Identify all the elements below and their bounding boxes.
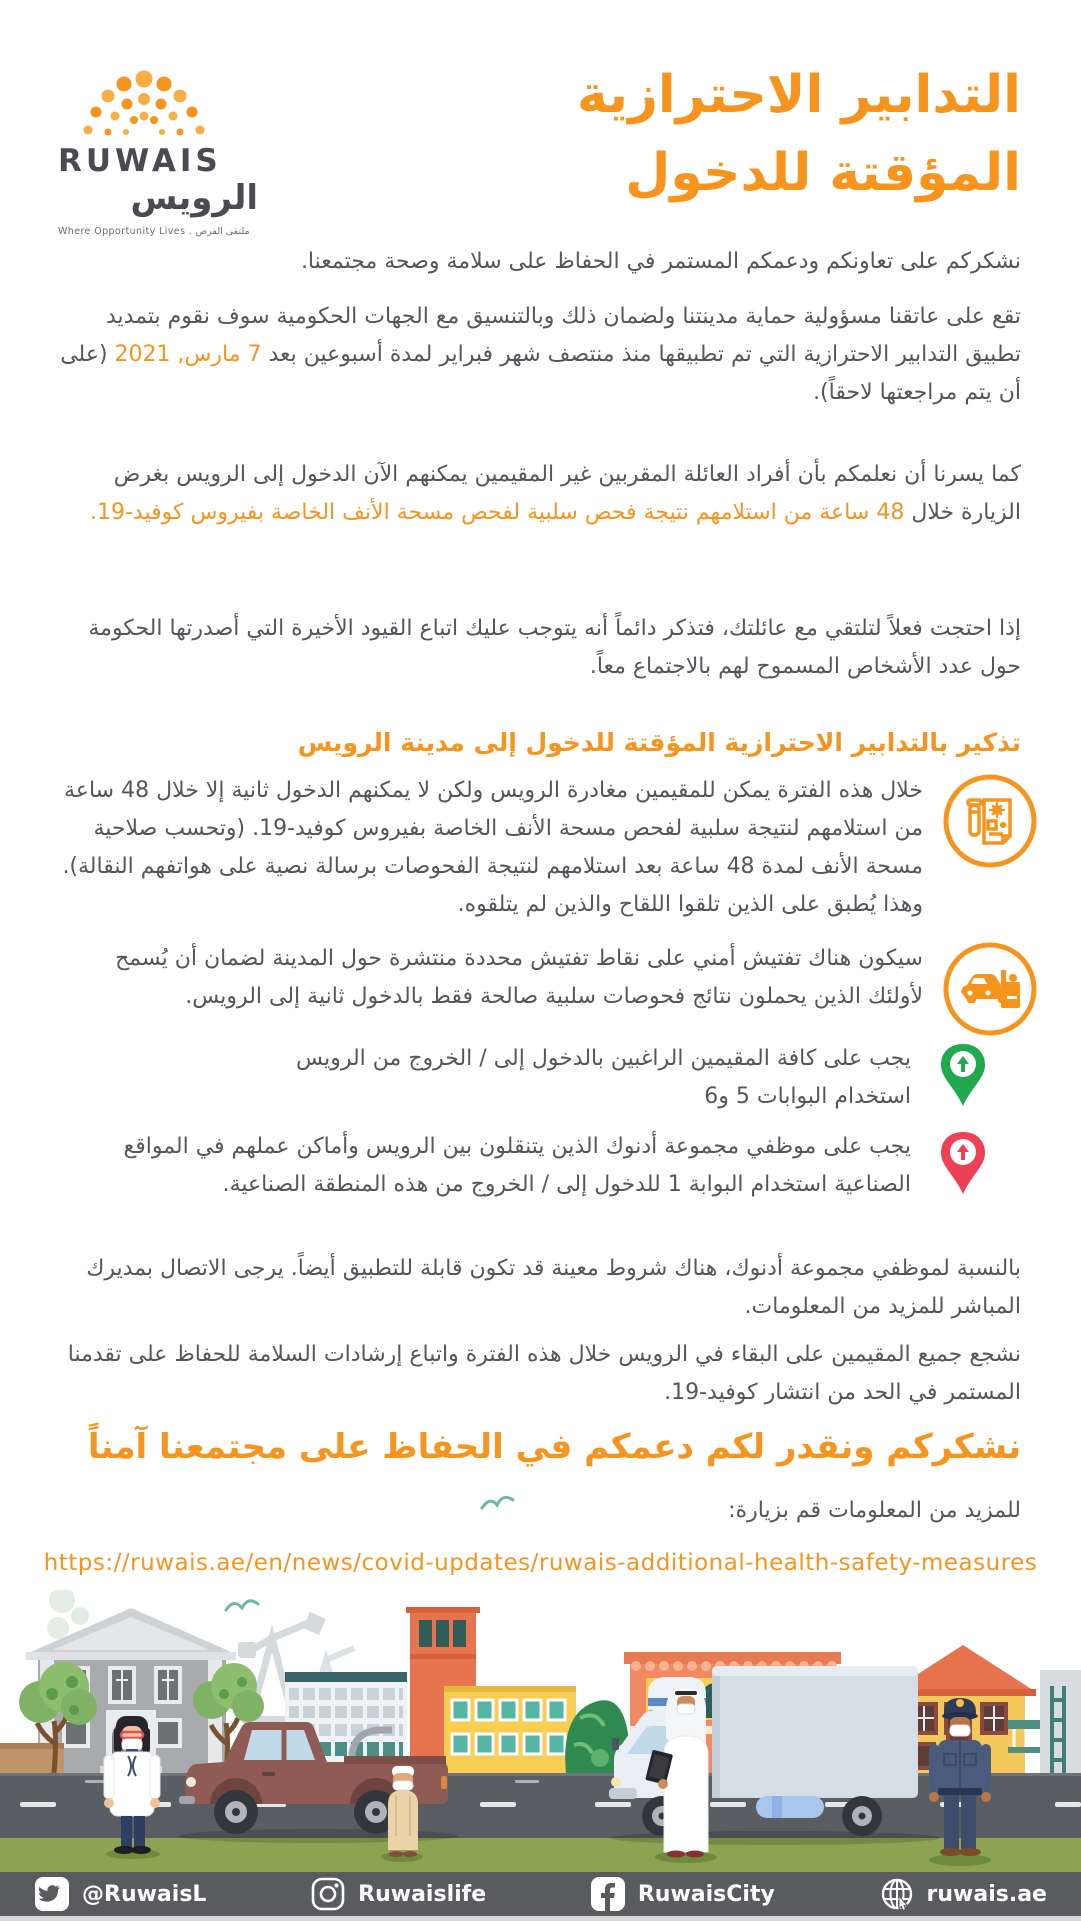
reminder-heading: تذكير بالتدابير الاحترازية المؤقتة للدخول إلى مدينة الرويس [297, 728, 1021, 757]
grass [0, 1838, 1081, 1872]
city-illustration [0, 1590, 1081, 1872]
bottom-strip [0, 1916, 1081, 1921]
paragraph-gathering-rules: إذا احتجت فعلاً لتلتقي مع عائلتك، فتذكر دائماً أنه يتوجب عليك اتباع القيود الأخيرة التي أصدرتها الحكومة حول عدد الأشخاص المسموح لهم بالاجتماع معاً. [88, 616, 1021, 679]
bullet-gates-residents [289, 1040, 989, 1116]
footer-website[interactable] [879, 1876, 1047, 1912]
logo-name-en: RUWAIS [58, 143, 222, 179]
paragraph-extension [60, 298, 1021, 412]
bullet-gate-adnoc [109, 1128, 989, 1204]
extension-text-start: تقع على عاتقنا مسؤولية حماية مدينتنا ولضمان ذلك وبالتنسيق مع الجهات الحكومية سوف نقوم بتمديد تطبيق التدابير الاحترازية التي تم تطبيقها منذ منتصف شهر فبراير لمدة أسبوعين بعد [105, 304, 1021, 367]
bullet-gates-residents-text: يجب على كافة المقيمين الراغبين بالدخول إلى / الخروج من الرويس استخدام البوابات 5 و6 [296, 1046, 911, 1109]
paragraph-stay-safe: نشجع جميع المقيمين على البقاء في الرويس خلال هذه الفترة واتباع إرشادات السلامة للحفاظ على تقدمنا المستمر في الحد من انتشار كوفيد-19. [67, 1342, 1021, 1405]
footer-instagram[interactable] [310, 1876, 486, 1912]
extension-text-end: (على أن يتم مراجعتها لاحقاً). [60, 342, 1021, 405]
instagram-icon [310, 1876, 346, 1912]
twitter-handle: @RuwaisL [82, 1881, 207, 1907]
logo-tagline: Where Opportunity Lives . ملتقى الفرص [58, 226, 250, 237]
family-text-start: كما يسرنا أن نعلمكم بأن أفراد العائلة المقربين غير المقيمين يمكنهم الآن الدخول إلى الرويس بغرض الزيارة خلال [113, 462, 1021, 525]
bullet-checkpoint-text: سيكون هناك تفتيش أمني على نقاط تفتيش محددة منتشرة حول المدينة لضمان أن يُسمح لأولئك الذين يحملون نتائج فحوصات سلبية صالحة فقط بالدخول ثانية إلى الرويس. [115, 946, 923, 1009]
road [0, 1773, 1081, 1838]
more-info-label: للمزيد من المعلومات قم بزيارة: [728, 1498, 1021, 1523]
paragraph-adnoc-conditions: بالنسبة لموظفي مجموعة أدنوك، هناك شروط معينة قد تكون قابلة للتطبيق أيضاً. يرجى الاتصال بمديرك المباشر للمزيد من المعلومات. [86, 1256, 1021, 1319]
bird-icon [478, 1494, 518, 1516]
gray-structure [1040, 1670, 1081, 1773]
website-url: ruwais.ae [926, 1881, 1047, 1907]
facebook-icon [590, 1876, 626, 1912]
checkpoint-car-icon [941, 940, 1039, 1042]
bird-icon [226, 1601, 258, 1610]
page-title [321, 56, 1021, 212]
bullet-gate-adnoc-text: يجب على موظفي مجموعة أدنوك الذين يتنقلون بين الرويس وأماكن عملهم في المواقع الصناعية استخدام البوابة 1 للدخول إلى / الخروج من هذه المنطقة الصناعية. [123, 1134, 911, 1197]
facebook-handle: RuwaisCity [637, 1881, 775, 1907]
bullet-covid-test [60, 772, 1039, 924]
green-pin-icon [935, 1040, 989, 1112]
closing-heading: نشكركم ونقدر لكم دعمكم في الحفاظ على مجتمعنا آمناً [87, 1427, 1021, 1467]
logo-dots-arch-icon [58, 50, 234, 140]
family-text-highlight: 48 ساعة من استلامهم نتيجة فحص سلبية لفحص مسحة الأنف الخاصة بفيروس كوفيد-19. [89, 500, 905, 525]
covid-test-icon [941, 772, 1039, 874]
title-line-1: التدابير الاحترازية [576, 65, 1021, 125]
bullet-covid-test-text: خلال هذه الفترة يمكن للمقيمين مغادرة الرويس ولكن لا يمكنهم الدخول ثانية إلا خلال 48 ساعة من استلامهم لنتيجة سلبية لفحص مسحة الأنف الخاصة بفيروس كوفيد-19. (وتحسب صلاحية مسحة الأنف لمدة 48 ساعة بعد استلامهم لنتيجة الفحوصات برسالة نصية على هواتفهم النقالة). وهذا يُطبق على الذين تلقوا اللقاح والذين لم يتلقوه. [62, 778, 923, 917]
footer-twitter[interactable] [34, 1876, 206, 1912]
twitter-icon [34, 1876, 70, 1912]
instagram-handle: Ruwaislife [358, 1881, 487, 1907]
yellow-building [444, 1686, 576, 1773]
ruwais-logo [58, 50, 258, 237]
paragraph-thanks: نشكركم على تعاونكم ودعمكم المستمر في الحفاظ على سلامة وصحة مجتمعنا. [300, 249, 1021, 274]
footer-facebook[interactable] [590, 1876, 775, 1912]
social-footer [0, 1872, 1081, 1916]
info-url-link[interactable]: https://ruwais.ae/en/news/covid-updates/ruwais-additional-health-safety-measures [43, 1550, 1038, 1576]
paragraph-family-visits [60, 456, 1021, 532]
bullet-checkpoint [60, 940, 1039, 1042]
title-line-2: المؤقتة للدخول [625, 143, 1021, 203]
extension-date: 7 مارس, 2021 [114, 342, 262, 367]
red-pin-icon [935, 1128, 989, 1200]
logo-name-ar: الرويس [130, 178, 258, 218]
globe-icon [879, 1876, 915, 1912]
